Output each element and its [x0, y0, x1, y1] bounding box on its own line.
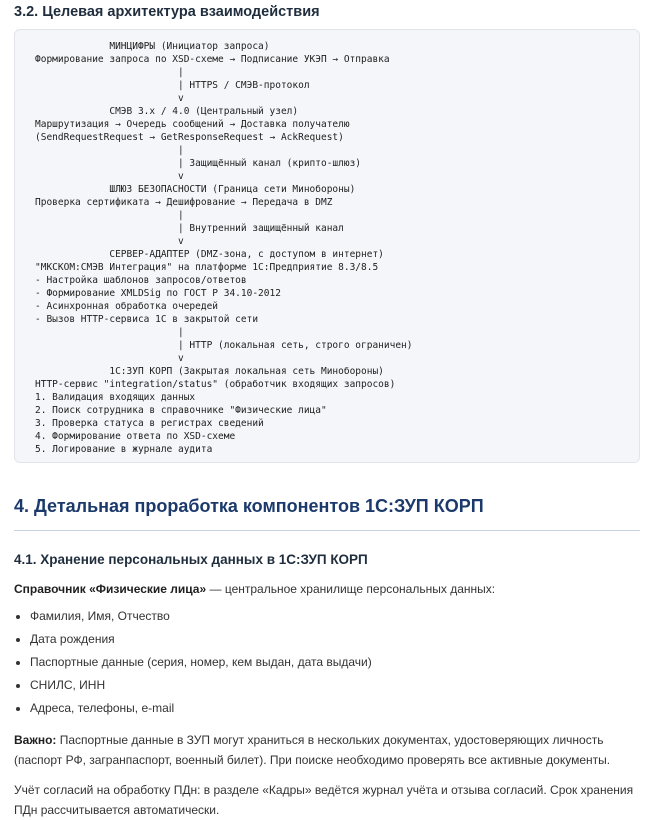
architecture-code-block: [14, 29, 640, 463]
code-line: | HTTPS / СМЭВ-протокол: [35, 80, 310, 91]
list-item: [14, 605, 640, 628]
list-item: [14, 697, 640, 720]
list-item: [14, 651, 640, 674]
code-line: СЕРВЕР-АДАПТЕР (DMZ-зона, с доступом в интернет): [35, 249, 384, 260]
list-item-text: Фамилия, Имя, Отчество: [30, 609, 170, 623]
code-line: |: [35, 210, 184, 221]
list-item-text: СНИЛС, ИНН: [30, 678, 106, 692]
code-line: v: [35, 353, 184, 364]
code-line: | HTTP (локальная сеть, строго ограничен): [35, 340, 413, 351]
code-line: - Настройка шаблонов запросов/ответов: [35, 275, 247, 286]
heading-divider: [14, 530, 640, 531]
code-line: 1. Валидация входящих данных: [35, 392, 196, 403]
list-item-text: Паспортные данные (серия, номер, кем выдан, дата выдачи): [30, 655, 372, 669]
consent-paragraph: Учёт согласий на обработку ПДн: в разделе «Кадры» ведётся журнал учёта и отзыва согласий. Срок хранения ПДн рассчитывается автоматически.: [14, 783, 634, 817]
important-text: Паспортные данные в ЗУП могут храниться в нескольких документах, удостоверяющих личность (паспорт РФ, загранпаспорт, военный билет). При поиске необходимо проверять все активные документы.: [14, 733, 611, 767]
code-line: Формирование запроса по XSD-схеме → Подписание УКЭП → Отправка: [35, 54, 390, 65]
bullet-icon: [16, 615, 20, 619]
code-line: ШЛЮЗ БЕЗОПАСНОСТИ (Граница сети Минобороны): [35, 184, 356, 195]
section-4-1-heading: 4.1. Хранение персональных данных в 1С:ЗУП КОРП: [14, 552, 368, 567]
code-line: |: [35, 145, 184, 156]
intro-text: — центральное хранилище персональных данных:: [206, 582, 496, 596]
code-line: (SendRequestRequest → GetResponseRequest → AckRequest): [35, 132, 344, 143]
code-line: МИНЦИФРЫ (Инициатор запроса): [35, 41, 270, 52]
code-line: HTTP-сервис "integration/status" (обработчик входящих запросов): [35, 379, 396, 390]
code-line: - Вызов HTTP-сервиса 1С в закрытой сети: [35, 314, 259, 325]
code-line: 4. Формирование ответа по XSD-схеме: [35, 431, 236, 442]
code-line: Проверка сертификата → Дешифрование → Передача в DMZ: [35, 197, 333, 208]
list-item: [14, 628, 640, 651]
list-item-text: Адреса, телефоны, e-mail: [30, 701, 175, 715]
important-label: Важно:: [14, 733, 57, 747]
code-line: | Защищённый канал (крипто-шлюз): [35, 158, 362, 169]
code-line: СМЭВ 3.х / 4.0 (Центральный узел): [35, 106, 299, 117]
bullet-icon: [16, 661, 20, 665]
bullet-icon: [16, 707, 20, 711]
intro-strong: Справочник «Физические лица»: [14, 582, 207, 596]
code-line: - Асинхронная обработка очередей: [35, 301, 219, 312]
code-line: v: [35, 93, 184, 104]
code-line: "МКСКОМ:СМЭВ Интеграция" на платформе 1С:Предприятие 8.3/8.5: [35, 262, 379, 273]
code-line: 3. Проверка статуса в регистрах сведений: [35, 418, 264, 429]
section-3-2-heading: 3.2. Целевая архитектура взаимодействия: [14, 4, 320, 20]
code-line: 2. Поиск сотрудника в справочнике "Физические лица": [35, 405, 327, 416]
code-line: - Формирование XMLDSig по ГОСТ Р 34.10-2012: [35, 288, 281, 299]
code-line: 5. Логирование в журнале аудита: [35, 444, 213, 455]
code-line: |: [35, 327, 184, 338]
intro-paragraph: [14, 579, 640, 599]
bullet-icon: [16, 684, 20, 688]
code-line: v: [35, 236, 184, 247]
code-line: v: [35, 171, 184, 182]
bullet-icon: [16, 638, 20, 642]
code-line: 1С:ЗУП КОРП (Закрытая локальная сеть Минобороны): [35, 366, 384, 377]
section-4-heading: 4. Детальная проработка компонентов 1С:ЗУП КОРП: [14, 496, 484, 516]
important-paragraph: [14, 730, 640, 770]
list-item-text: Дата рождения: [30, 632, 115, 646]
list-item: [14, 674, 640, 697]
personal-data-list: [14, 605, 640, 720]
code-line: Маршрутизация → Очередь сообщений → Доставка получателю: [35, 119, 350, 130]
code-line: | Внутренний защищённый канал: [35, 223, 344, 234]
code-line: |: [35, 67, 184, 78]
